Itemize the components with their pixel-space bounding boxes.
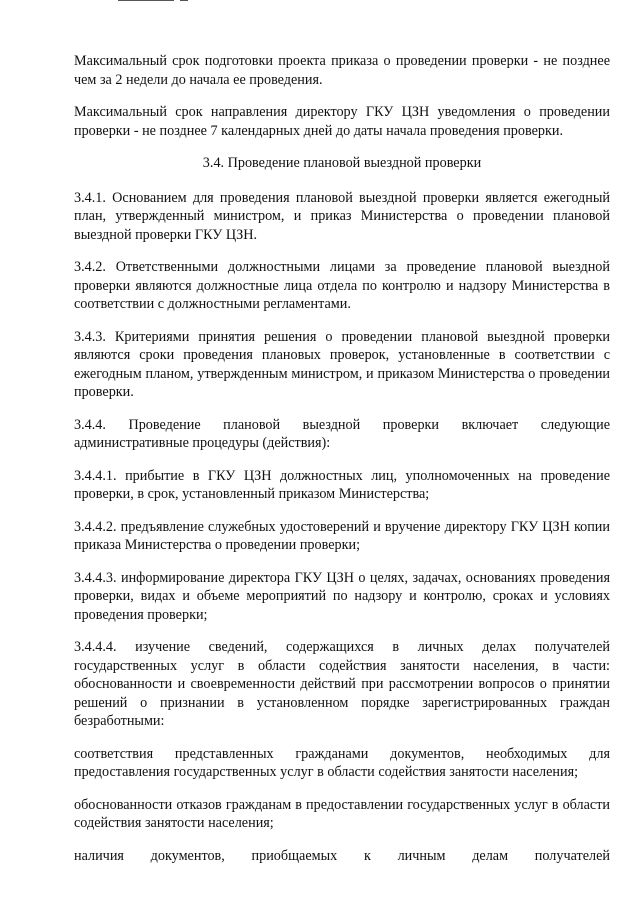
section-heading: 3.4. Проведение плановой выездной проверки bbox=[202, 155, 482, 171]
clause-3-4-1: 3.4.1. Основанием для проведения плановой выездной проверки является ежегодный план, утвержденный министром, и приказ Министерства о проведении плановой выездной проверки ГКУ ЦЗН. bbox=[74, 189, 610, 243]
paragraph: Максимальный срок подготовки проекта приказа о проведении проверки - не позднее чем за 2 недели до начала ее проведения. bbox=[74, 53, 610, 88]
last-line: наличия документов, приобщаемых к личным делам получателей bbox=[74, 847, 610, 864]
subclause-refusals: обоснованности отказов гражданам в предоставлении государственных услуг в области содействия занятости населения; bbox=[74, 796, 610, 831]
clause-3-4-4-2: 3.4.4.2. предъявление служебных удостоверений и вручение директору ГКУ ЦЗН копии приказа Министерства о проведении проверки; bbox=[74, 518, 610, 553]
top-edge-mark bbox=[180, 0, 188, 1]
clause-3-4-4-4: 3.4.4.4. изучение сведений, содержащихся в личных делах получателей государственных услуг в области содействия занятости населения, в части: обоснованности и своевременности действий при рассмотрении вопросов о принятии решений о признании в установленном порядке зарегистрированных граждан безработными: bbox=[74, 639, 610, 729]
clause-3-4-4-3: 3.4.4.3. информирование директора ГКУ ЦЗН о целях, задачах, основаниях проведения проверки, видах и объеме мероприятий по надзору и контролю, сроках и условиях проведения проверки; bbox=[74, 569, 610, 623]
document-page bbox=[74, 52, 610, 865]
clause-3-4-4: 3.4.4. Проведение плановой выездной проверки включает следующие административные процедуры (действия): bbox=[74, 416, 610, 451]
subclause-documents: соответствия представленных гражданами документов, необходимых для предоставления государственных услуг в области содействия занятости населения; bbox=[74, 745, 610, 780]
clause-3-4-2: 3.4.2. Ответственными должностными лицами за проведение плановой выездной проверки являются должностные лица отдела по контролю и надзору Министерства в соответствии с должностными регламентами. bbox=[74, 259, 610, 312]
clause-3-4-4-1: 3.4.4.1. прибытие в ГКУ ЦЗН должностных лиц, уполномоченных на проведение проверки, в срок, установленный приказом Министерства; bbox=[74, 467, 610, 502]
clause-3-4-3: 3.4.3. Критериями принятия решения о проведении плановой выездной проверки являются сроки проведения плановых проверок, установленные в соответствии с ежегодным планом, утвержденным министром, и приказом Министерства о проведении проверки. bbox=[74, 328, 610, 400]
paragraph: Максимальный срок направления директору ГКУ ЦЗН уведомления о проведении проверки - не позднее 7 календарных дней до даты начала проведения проверки. bbox=[74, 104, 610, 139]
top-edge-mark bbox=[118, 0, 174, 1]
